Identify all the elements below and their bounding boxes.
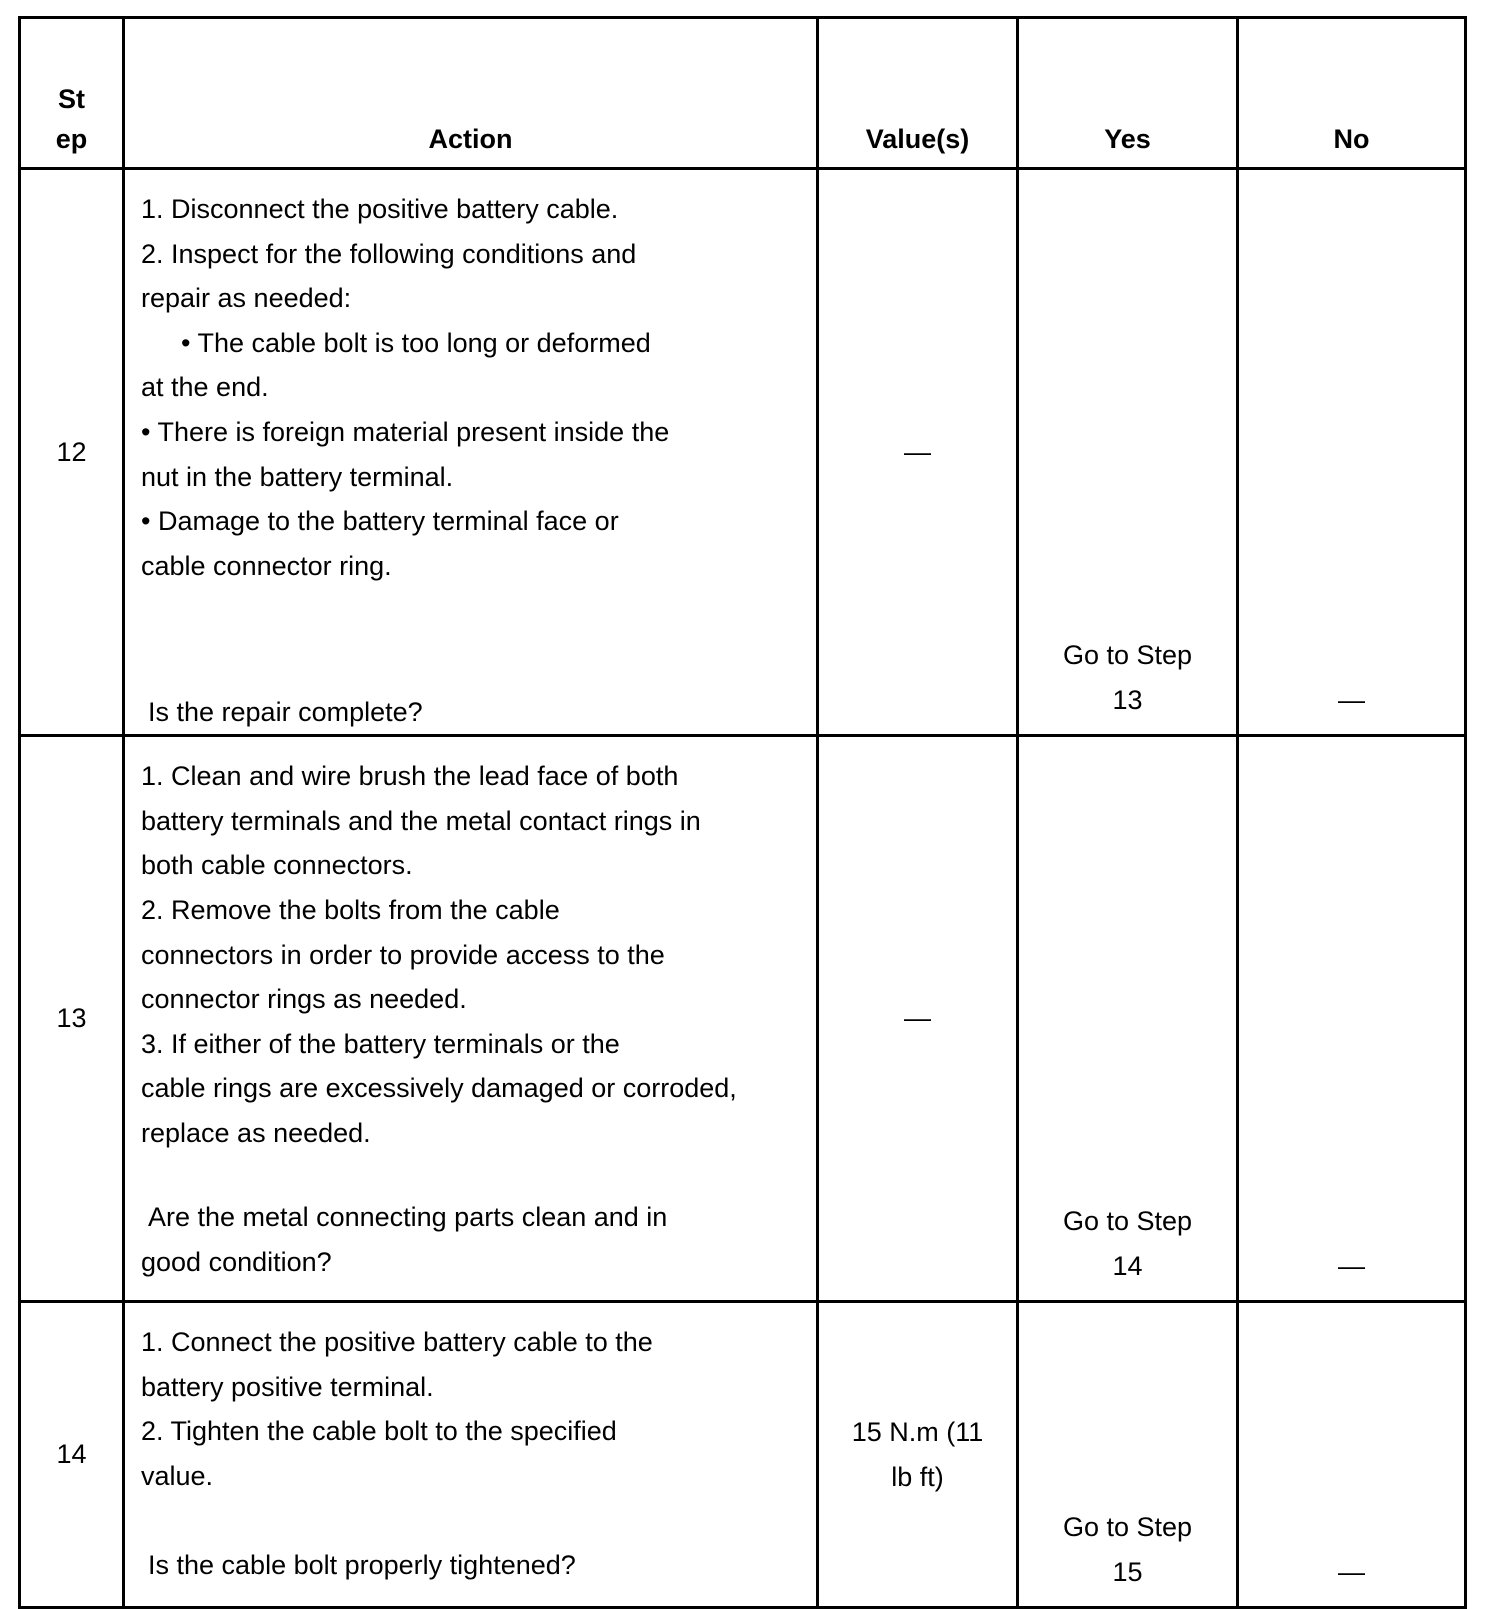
action-line: battery terminals and the metal contact rings in: [141, 805, 701, 836]
table-row: [20, 169, 1466, 736]
diagnostic-table: [18, 16, 1467, 1609]
action-line: both cable connectors.: [141, 850, 413, 881]
yes-line: 14: [1112, 1250, 1143, 1281]
action-line: nut in the battery terminal.: [141, 461, 454, 492]
yes-cell: [1018, 1302, 1238, 1608]
header-step: [20, 18, 124, 169]
step-number: 14: [20, 1302, 124, 1608]
yes-cell: [1018, 736, 1238, 1302]
action-cell: [124, 169, 818, 736]
table-row: [20, 1302, 1466, 1608]
action-line: value.: [141, 1460, 214, 1491]
action-line: 2. Inspect for the following conditions and: [141, 238, 637, 269]
value-cell: —: [818, 736, 1018, 1302]
action-line: battery positive terminal.: [141, 1371, 434, 1402]
action-line: • Damage to the battery terminal face or: [141, 506, 619, 537]
action-line: 1. Connect the positive battery cable to the: [141, 1327, 653, 1358]
yes-line: 13: [1112, 684, 1143, 715]
yes-line: 15: [1112, 1556, 1143, 1587]
action-question: Is the repair complete?: [148, 696, 423, 727]
action-line: repair as needed:: [141, 283, 352, 314]
action-question: Is the cable bolt properly tightened?: [148, 1550, 576, 1581]
action-line: 2. Remove the bolts from the cable: [141, 894, 560, 925]
action-line: 3. If either of the battery terminals or the: [141, 1028, 620, 1059]
action-line: 1. Clean and wire brush the lead face of both: [141, 761, 679, 792]
value-line: lb ft): [891, 1461, 944, 1492]
header-action: Action: [124, 18, 818, 169]
action-cell: [124, 1302, 818, 1608]
yes-line: Go to Step: [1062, 639, 1193, 670]
step-number: 12: [20, 169, 124, 736]
header-values: Value(s): [818, 18, 1018, 169]
action-line: at the end.: [141, 372, 269, 403]
action-line: • There is foreign material present inside the: [141, 416, 670, 447]
action-line: replace as needed.: [141, 1117, 371, 1148]
action-question: good condition?: [141, 1247, 332, 1278]
header-row: [20, 18, 1466, 169]
action-line: connectors in order to provide access to the: [141, 939, 665, 970]
action-line: cable connector ring.: [141, 550, 392, 581]
header-no: No: [1238, 18, 1466, 169]
no-cell: —: [1238, 1302, 1466, 1608]
no-cell: —: [1238, 736, 1466, 1302]
value-cell: [818, 1302, 1018, 1608]
action-cell: [124, 736, 818, 1302]
action-line: • The cable bolt is too long or deformed: [181, 327, 651, 358]
value-line: 15 N.m (11: [851, 1417, 984, 1448]
header-yes: Yes: [1018, 18, 1238, 169]
action-question: Are the metal connecting parts clean and in: [148, 1202, 668, 1233]
action-line: 1. Disconnect the positive battery cable.: [141, 194, 619, 224]
action-line: 2. Tighten the cable bolt to the specified: [141, 1416, 617, 1447]
action-line: connector rings as needed.: [141, 984, 467, 1015]
action-line: cable rings are excessively damaged or corroded,: [141, 1073, 737, 1104]
table-row: [20, 736, 1466, 1302]
yes-line: Go to Step: [1062, 1205, 1193, 1236]
header-step-line2: ep: [55, 124, 88, 154]
yes-cell: [1018, 169, 1238, 736]
step-number: 13: [20, 736, 124, 1302]
yes-line: Go to Step: [1062, 1511, 1193, 1542]
no-cell: —: [1238, 169, 1466, 736]
value-cell: —: [818, 169, 1018, 736]
header-step-line1: St: [58, 84, 85, 114]
